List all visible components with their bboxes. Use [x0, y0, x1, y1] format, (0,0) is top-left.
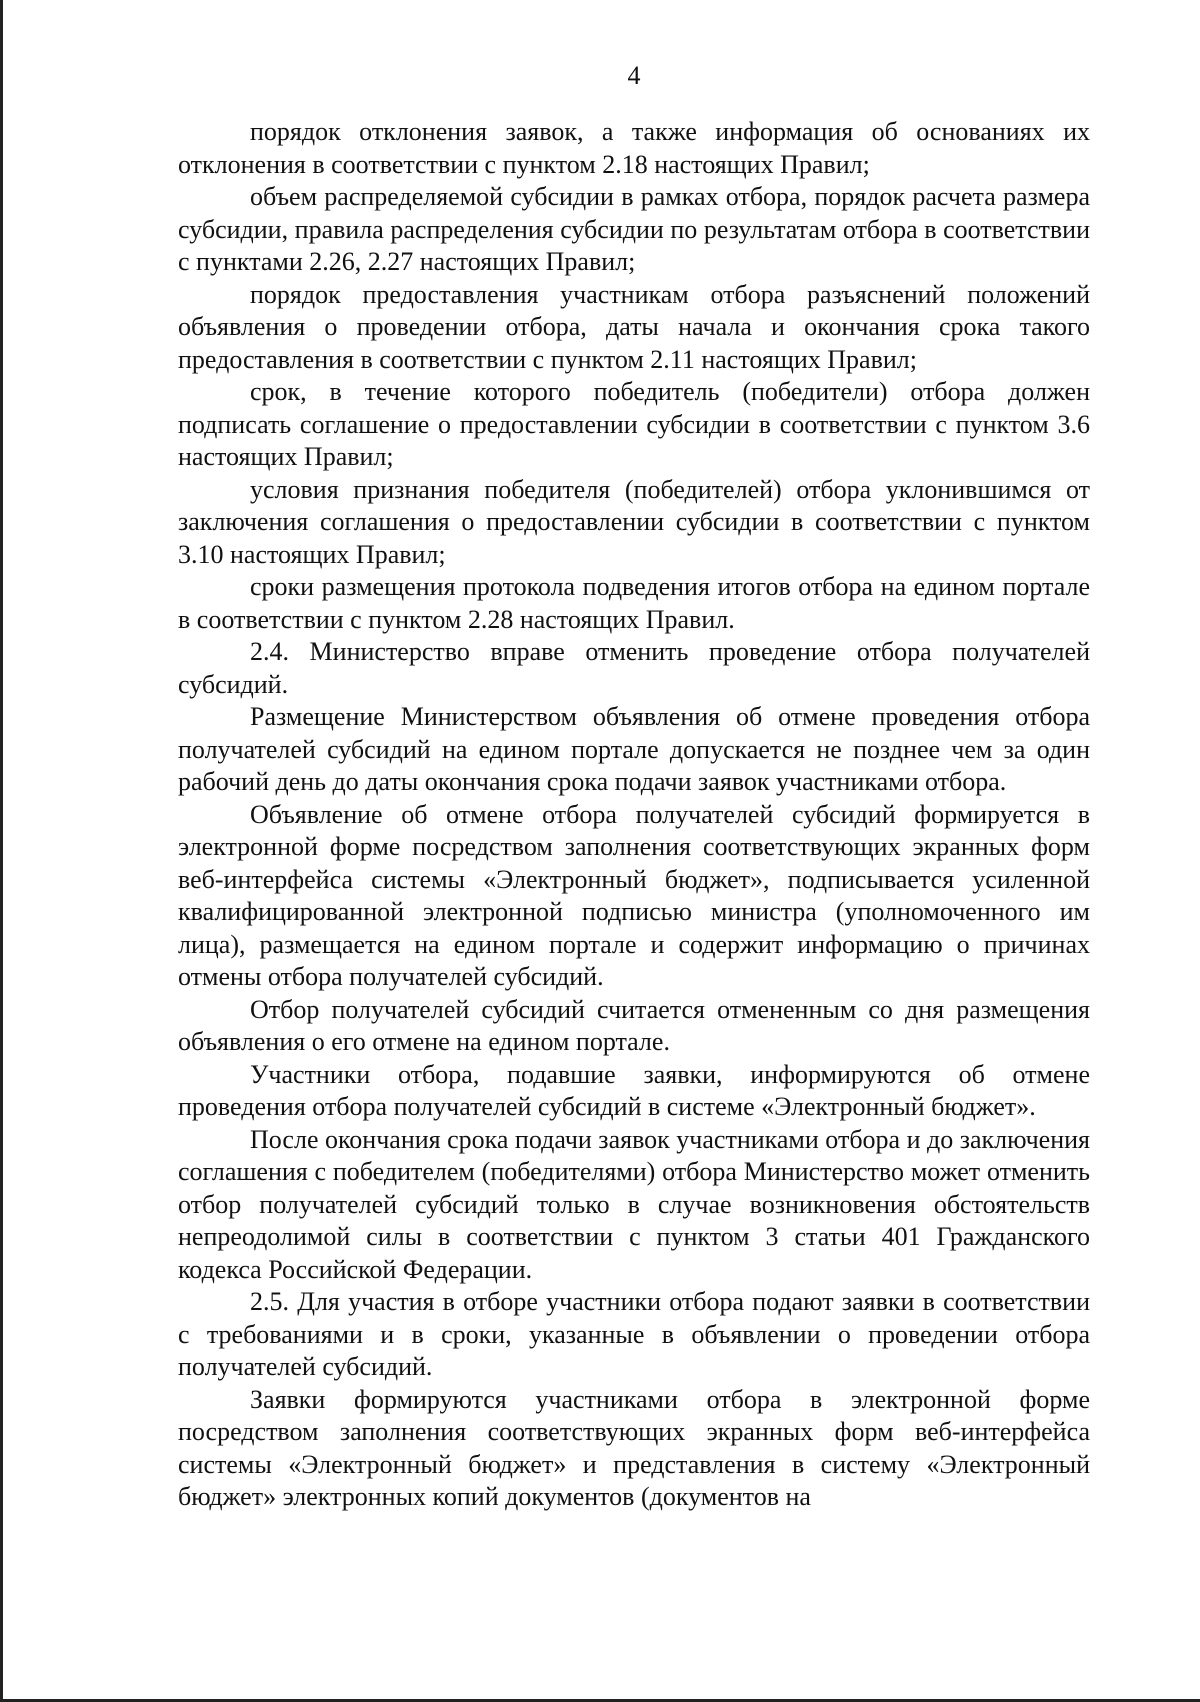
- paragraph-cancellation-announcement: Объявление об отмене отбора получателей субсидий формируется в электронной форме посредством заполнения соответствующих экранных форм веб-интерфейса системы «Электронный бюджет», подписывается усиленной квалифицированной электронной подписью министра (уполномоченного им лица), размещается на едином портале и содержит информацию о причинах отмены отбора получателей субсидий.: [178, 799, 1090, 991]
- paragraph-force-majeure: После окончания срока подачи заявок участниками отбора и до заключения соглашения с победителем (победителями) отбора Министерство может отменить отбор получателей субсидий только в случае возникновения обстоятельств непреодолимой силы в соответствии с пунктом 3 статьи 401 Гражданского кодекса Российской Федерации.: [178, 1124, 1090, 1284]
- paragraph-clarifications-order: порядок предоставления участникам отбора разъяснений положений объявления о проведении отбора, даты начала и окончания срока такого предоставления в соответствии с пунктом 2.11 настоящих Правил;: [178, 279, 1090, 374]
- paragraph-section-2-5: 2.5. Для участия в отборе участники отбора подают заявки в соответствии с требованиями и в сроки, указанные в объявлении о проведении отбора получателей субсидий.: [178, 1287, 1090, 1381]
- scan-edge-left: [0, 0, 3, 1702]
- paragraph-protocol-placement: сроки размещения протокола подведения итогов отбора на едином портале в соответствии с пунктом 2.28 настоящих Правил.: [178, 572, 1090, 634]
- paragraph-signing-deadline: срок, в течение которого победитель (победители) отбора должен подписать соглашение о предоставлении субсидии в соответствии с пунктом 3.6 настоящих Правил;: [178, 377, 1090, 471]
- paragraph-participants-informed: Участники отбора, подавшие заявки, информируются об отмене проведения отбора получателей субсидий в системе «Электронный бюджет».: [178, 1059, 1090, 1121]
- page-number: 4: [627, 61, 641, 90]
- document-page: [178, 60, 1090, 1514]
- paragraph-rejection-order: порядок отклонения заявок, а также информация об основаниях их отклонения в соответствии с пунктом 2.18 настоящих Правил;: [178, 117, 1090, 179]
- paragraph-cancellation-placement: Размещение Министерством объявления об отмене проведения отбора получателей субсидий на едином портале допускается не позднее чем за один рабочий день до даты окончания срока подачи заявок участниками отбора.: [178, 702, 1090, 796]
- paragraph-evasion-conditions: условия признания победителя (победителей) отбора уклонившимся от заключения соглашения о предоставлении субсидии в соответствии с пунктом 3.10 настоящих Правил;: [178, 474, 1090, 569]
- paragraph-section-2-4: 2.4. Министерство вправе отменить проведение отбора получателей субсидий.: [178, 637, 1090, 699]
- paragraph-subsidy-volume: объем распределяемой субсидии в рамках отбора, порядок расчета размера субсидии, правила распределения субсидии по результатам отбора в соответствии с пунктами 2.26, 2.27 настоящих Правил;: [178, 182, 1090, 276]
- paragraph-application-forming: Заявки формируются участниками отбора в электронной форме посредством заполнения соответствующих экранных форм веб-интерфейса системы «Электронный бюджет» и представления в систему «Электронный бюджет» электронных копий документов (документов на: [178, 1384, 1090, 1511]
- paragraph-cancellation-effective: Отбор получателей субсидий считается отмененным со дня размещения объявления о его отмене на едином портале.: [178, 994, 1090, 1056]
